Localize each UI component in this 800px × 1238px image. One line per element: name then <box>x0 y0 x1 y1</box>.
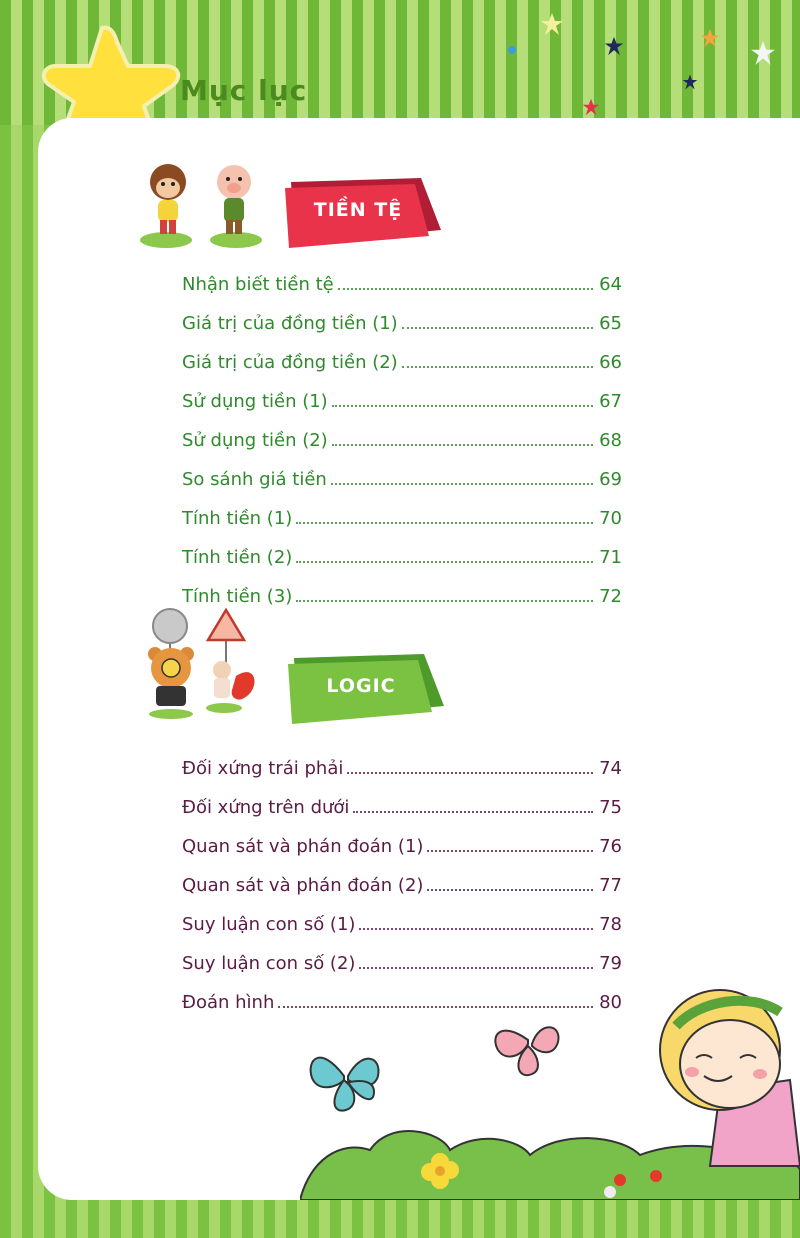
section-badge-logic <box>286 654 436 718</box>
toc-entry-label: Sử dụng tiền (1) <box>182 391 328 412</box>
toc-entry-label: Nhận biết tiền tệ <box>182 274 334 295</box>
toc-entry-page: 65 <box>599 313 622 334</box>
sparkle-star-icon <box>540 12 564 36</box>
toc-entry-page: 64 <box>599 274 622 295</box>
sparkle-star-icon <box>700 28 720 48</box>
garden-illustration <box>300 980 800 1200</box>
toc-entry-page: 68 <box>599 430 622 451</box>
toc-entry[interactable] <box>182 818 622 857</box>
toc-entry-label: Quan sát và phán đoán (2) <box>182 875 424 896</box>
toc-entry[interactable] <box>182 412 622 451</box>
toc-entry[interactable] <box>182 373 622 412</box>
toc-entry-label: Suy luận con số (1) <box>182 914 356 935</box>
section-badge-money <box>283 178 433 242</box>
toc-entry[interactable] <box>182 451 622 490</box>
leader-dots <box>402 366 593 368</box>
toc-entry-page: 66 <box>599 352 622 373</box>
toc-entry[interactable] <box>182 256 622 295</box>
leader-dots <box>331 483 593 485</box>
toc-entry-label: Giá trị của đồng tiền (2) <box>182 352 398 373</box>
toc-list-logic <box>182 740 622 1013</box>
leader-dots <box>353 811 593 813</box>
section-badge-label: TIỀN TỆ <box>313 199 403 221</box>
toc-entry[interactable] <box>182 334 622 373</box>
toc-entry-label: Tính tiền (1) <box>182 508 293 529</box>
sparkle-dot-icon <box>506 44 518 56</box>
toc-entry-page: 78 <box>599 914 622 935</box>
toc-entry-label: Quan sát và phán đoán (1) <box>182 836 424 857</box>
toc-entry-label: Đối xứng trên dưới <box>182 797 350 818</box>
toc-entry-label: Đoán hình <box>182 992 275 1013</box>
squirrel-icon <box>206 610 254 713</box>
pig-icon <box>217 165 251 234</box>
sparkle-star-icon <box>682 74 698 90</box>
section-badge-label: LOGIC <box>326 675 396 697</box>
leader-dots <box>359 967 593 969</box>
toc-entry-page: 76 <box>599 836 622 857</box>
toc-entry-label: Tính tiền (3) <box>182 586 293 607</box>
toc-entry-page: 69 <box>599 469 622 490</box>
toc-entry[interactable] <box>182 490 622 529</box>
toc-entry-page: 79 <box>599 953 622 974</box>
toc-entry[interactable] <box>182 529 622 568</box>
toc-entry[interactable] <box>182 857 622 896</box>
toc-entry-label: Suy luận con số (2) <box>182 953 356 974</box>
leader-dots <box>332 405 593 407</box>
toc-entry-page: 71 <box>599 547 622 568</box>
toc-entry[interactable] <box>182 779 622 818</box>
girl-icon <box>660 990 800 1166</box>
toc-entry[interactable] <box>182 295 622 334</box>
leader-dots <box>338 288 593 290</box>
bear-icon <box>148 609 194 719</box>
toc-entry[interactable] <box>182 740 622 779</box>
toc-entry-page: 74 <box>599 758 622 779</box>
toc-entry[interactable] <box>182 896 622 935</box>
toc-entry-page: 70 <box>599 508 622 529</box>
toc-entry-label: Tính tiền (2) <box>182 547 293 568</box>
toc-entry-page: 72 <box>599 586 622 607</box>
toc-entry-label: So sánh giá tiền <box>182 469 327 490</box>
sparkle-star-icon <box>750 40 776 66</box>
page-title: Mục lục <box>180 74 308 107</box>
sparkle-star-icon <box>604 36 624 56</box>
toc-entry-page: 77 <box>599 875 622 896</box>
monkey-icon <box>150 164 186 234</box>
leader-dots <box>402 327 593 329</box>
toc-entry-page: 80 <box>599 992 622 1013</box>
butterfly-icon <box>311 1058 379 1111</box>
sparkle-star-icon <box>582 98 600 116</box>
leader-dots <box>296 600 593 602</box>
toc-entry[interactable] <box>182 935 622 974</box>
toc-entry-label: Sử dụng tiền (2) <box>182 430 328 451</box>
toc-entry[interactable] <box>182 568 622 607</box>
toc-entry-label: Giá trị của đồng tiền (1) <box>182 313 398 334</box>
butterfly-icon <box>495 1027 558 1075</box>
leader-dots <box>347 772 593 774</box>
leader-dots <box>296 561 593 563</box>
toc-list-money <box>182 256 622 607</box>
leader-dots <box>427 889 593 891</box>
toc-entry-page: 75 <box>599 797 622 818</box>
bear-squirrel-illustration <box>140 606 270 724</box>
leader-dots <box>359 928 593 930</box>
leader-dots <box>332 444 593 446</box>
toc-entry-page: 67 <box>599 391 622 412</box>
leader-dots <box>427 850 593 852</box>
toc-entry-label: Đối xứng trái phải <box>182 758 344 779</box>
monkey-pig-illustration <box>136 160 276 250</box>
leader-dots <box>296 522 593 524</box>
